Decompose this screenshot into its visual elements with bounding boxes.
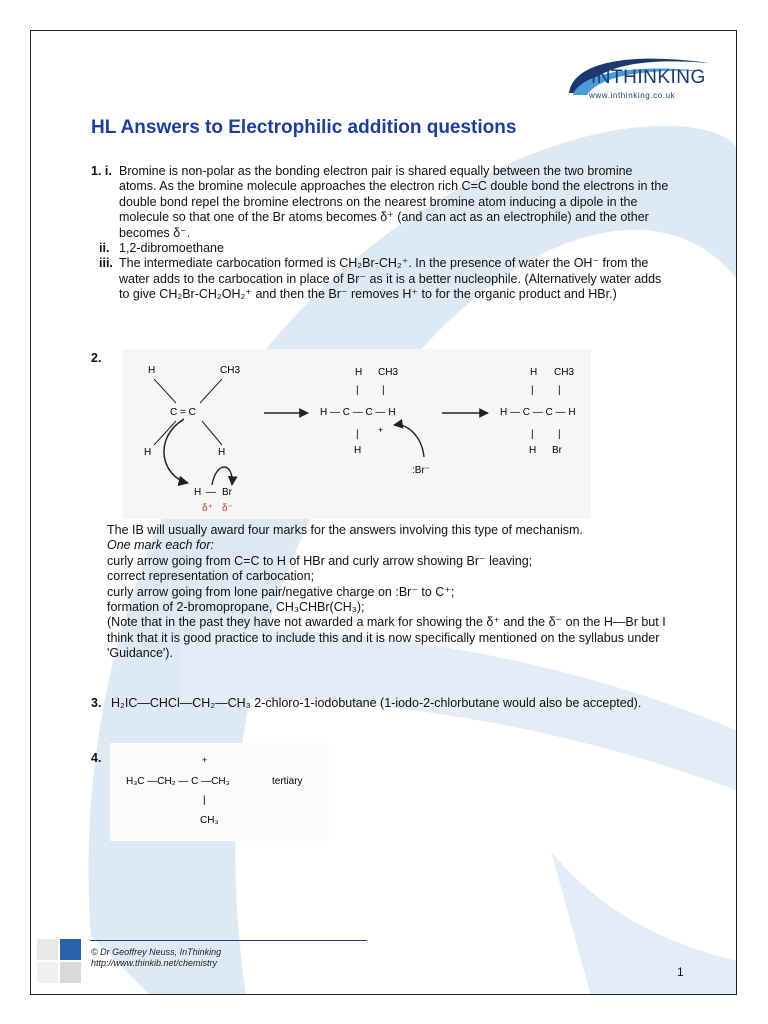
question-number: 4. — [91, 751, 102, 765]
methyl-group: CH3 — [554, 367, 575, 378]
question-3 — [91, 696, 711, 711]
carbon-chain: H — C — C — H — [500, 407, 576, 418]
footer-credit — [91, 947, 221, 969]
answer-line: (Note that in the past they have not awarded a mark for showing the δ⁺ and the δ⁻ on the H—Br but I — [107, 615, 666, 630]
answer-line: H₂IC—CHCl—CH₂—CH₃ 2-chloro-1-iodobutane (1-iodo-2-chlorbutane would also be accepted). — [111, 696, 642, 710]
bond: | — [203, 795, 206, 806]
methyl-group: CH3 — [220, 365, 241, 376]
page-title: HL Answers to Electrophilic addition questions — [91, 117, 517, 138]
bond — [154, 379, 176, 403]
question-2-marking — [107, 523, 707, 662]
carbon-chain: H — C — C — H — [320, 407, 396, 418]
bond: | — [558, 429, 561, 440]
positive-charge: + — [202, 755, 208, 765]
atom-h: H — [144, 447, 152, 458]
carbocation-structure — [110, 743, 329, 841]
answer-line: becomes δ⁻. — [119, 225, 191, 240]
answer-line: One mark each for: — [107, 538, 214, 553]
answer-line: The IB will usually award four marks for the answers involving this type of mechanism. — [107, 523, 583, 537]
atom-h: H — [218, 447, 226, 458]
footer-url: http://www.thinkib.net/chemistry — [91, 958, 218, 968]
atom-h: H — [148, 365, 156, 376]
bond: | — [356, 429, 359, 440]
bond: | — [531, 385, 534, 396]
positive-charge: + — [378, 425, 384, 435]
answer-line: curly arrow going from lone pair/negative charge on :Br⁻ to C⁺; — [107, 584, 455, 599]
answer-line: molecule so that one of the Br atoms becomes δ⁺ (and can act as an electrophile) and the other — [119, 210, 649, 225]
logo-url: www.inthinking.co.uk — [589, 91, 676, 100]
carbon-chain: H₃C —CH₂ — C —CH₃ — [126, 776, 230, 787]
copyright: © Dr Geoffrey Neuss, InThinking — [91, 947, 222, 957]
answer-line: atoms. As the bromine molecule approaches the electron rich C=C double bond the electrons in the — [119, 179, 669, 194]
answer-line: 1,2-dibromoethane — [119, 241, 224, 256]
answer-line: The intermediate carbocation formed is CH₂Br-CH₂⁺. In the presence of water the OH⁻ from the — [119, 256, 649, 271]
page-number: 1 — [677, 965, 684, 979]
question-number: 2. — [91, 351, 102, 365]
bond: | — [531, 429, 534, 440]
answer-line: Bromine is non-polar as the bonding electron pair is shared equally between the two bromine — [119, 164, 633, 178]
mechanism-diagram — [122, 349, 591, 519]
bond: | — [382, 385, 385, 396]
logo-wordmark: INTHINKING — [591, 67, 706, 88]
subpart-label: ii. — [99, 241, 110, 256]
atom-h: H — [194, 487, 202, 498]
atom-br: Br — [222, 487, 232, 498]
answer-line: think that it is good practice to include this and it is now specifically mentioned on the syllabus under — [107, 630, 660, 645]
answer-line: to give CH₂Br-CH₂OH₂⁺ and then the Br⁻ removes H⁺ to for the organic product and HBr.) — [119, 287, 617, 302]
curly-arrow-icon — [394, 425, 424, 457]
question-number: 1. i. — [91, 164, 112, 178]
atom-h: H — [529, 445, 537, 456]
bromide-ion: :Br⁻ — [412, 465, 431, 476]
bond: | — [356, 385, 359, 396]
answer-line: formation of 2-bromopropane, CH₃CHBr(CH₃); — [107, 600, 365, 615]
question-1 — [91, 164, 691, 303]
atom-h: H — [354, 445, 362, 456]
answer-line: curly arrow going from C=C to H of HBr and curly arrow showing Br⁻ leaving; — [107, 553, 533, 568]
double-bond: C = C — [170, 407, 196, 418]
methyl-group: CH₃ — [200, 815, 219, 826]
curly-arrow-icon — [164, 419, 188, 483]
question-number: 3. — [91, 696, 102, 710]
answer-line: double bond repel the bromine electrons on the nearest bromine atom inducing a dipole in the — [119, 194, 638, 209]
delta-plus: δ⁺ — [202, 503, 213, 514]
atom-h: H — [530, 367, 538, 378]
footer-rule — [90, 940, 367, 941]
classification-label: tertiary — [272, 776, 303, 787]
bond: — — [206, 487, 216, 498]
atom-h: H — [355, 367, 363, 378]
answer-line: 'Guidance'). — [107, 646, 173, 661]
bond: | — [558, 385, 561, 396]
answer-line: correct representation of carbocation; — [107, 569, 315, 584]
curly-arrow-icon — [212, 467, 232, 485]
atom-br: Br — [552, 445, 562, 456]
page — [30, 30, 737, 995]
methyl-group: CH3 — [378, 367, 399, 378]
delta-minus: δ⁻ — [222, 503, 233, 514]
subpart-label: iii. — [99, 256, 113, 271]
bond — [200, 379, 222, 403]
bond — [202, 421, 222, 445]
answer-line: water adds to the carbocation in place of Br⁻ as it is a better nucleophile. (Alternatively water adds — [119, 271, 662, 286]
